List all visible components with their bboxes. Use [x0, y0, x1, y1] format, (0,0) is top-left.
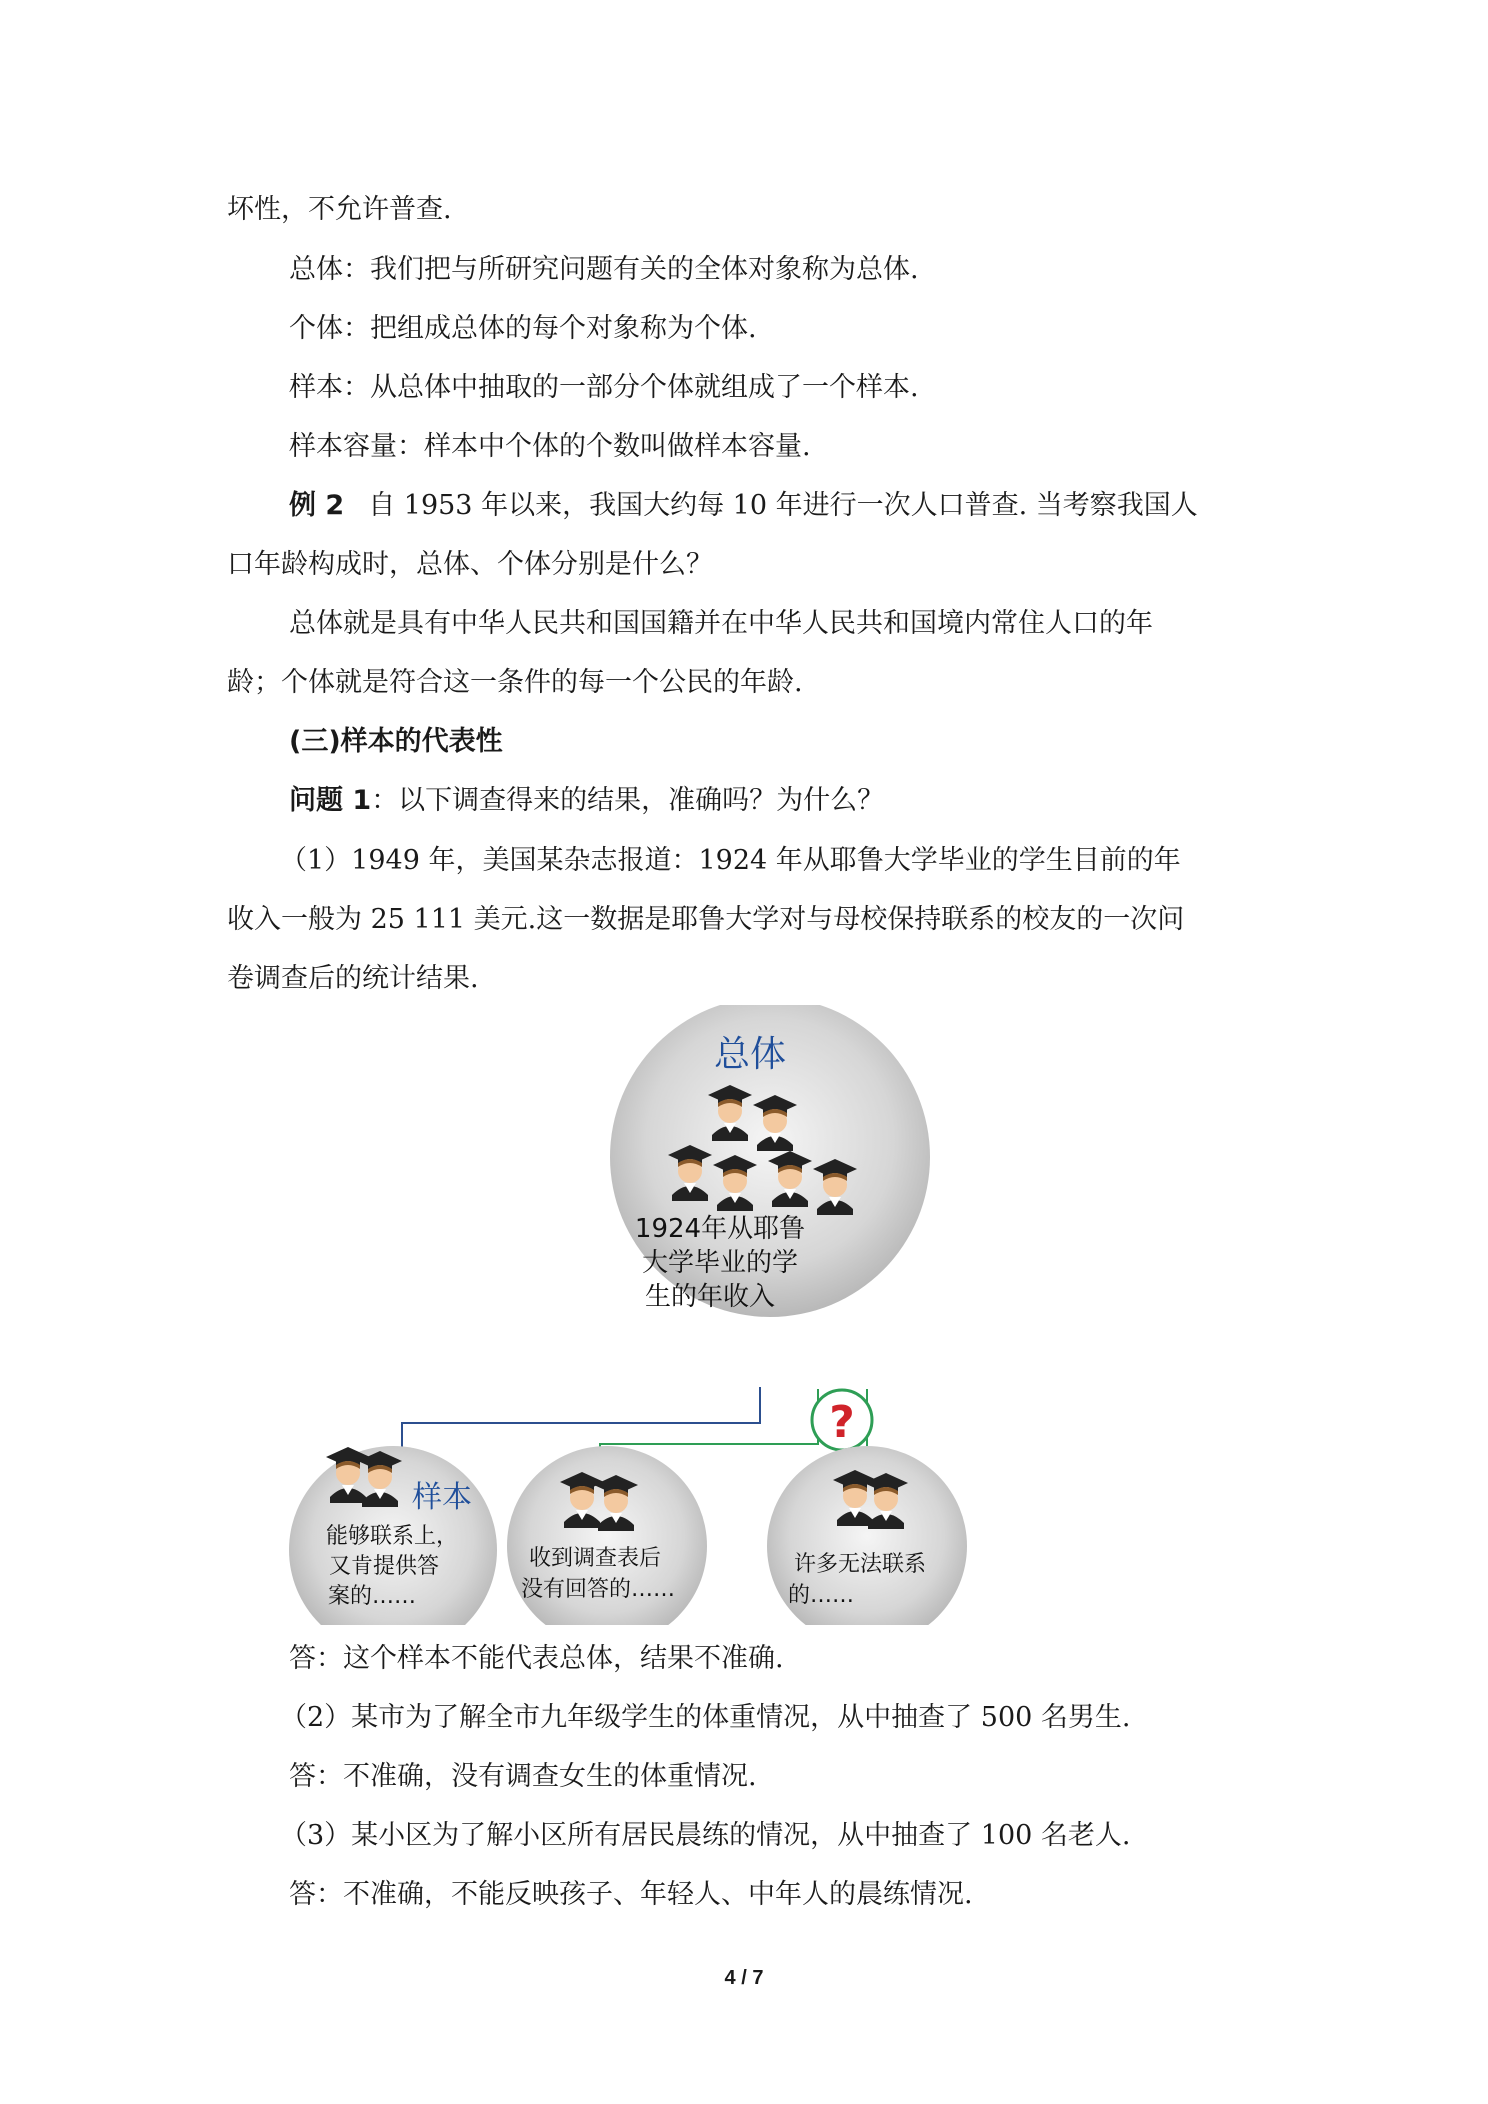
item-2: （2）某市为了解全市九年级学生的体重情况，从中抽查了 500 名男生.	[280, 1702, 1131, 1733]
definition-population: 总体：我们把与所研究问题有关的全体对象称为总体.	[289, 254, 919, 285]
paragraph-continuation: 坏性，不允许普查.	[227, 194, 452, 225]
answer-2: 答：不准确，没有调查女生的体重情况.	[289, 1761, 757, 1792]
sample-line-2: 又肯提供答	[328, 1554, 440, 1579]
sample-title: 样本	[412, 1480, 472, 1515]
example-answer-line-2: 龄；个体就是符合这一条件的每一个公民的年龄.	[227, 667, 803, 698]
sample-line-1: 能够联系上，	[325, 1524, 459, 1549]
population-title: 总体	[713, 1034, 787, 1075]
definition-sample: 样本：从总体中抽取的一部分个体就组成了一个样本.	[289, 372, 919, 403]
no-reply-circle	[507, 1446, 707, 1625]
answer-3: 答：不准确，不能反映孩子、年轻人、中年人的晨练情况.	[289, 1879, 973, 1910]
question-mark-icon: ?	[829, 1397, 855, 1448]
question-label: 问题 1	[289, 785, 372, 816]
item-3: （3）某小区为了解小区所有居民晨练的情况，从中抽查了 100 名老人.	[280, 1820, 1131, 1851]
example-answer-line-1: 总体就是具有中华人民共和国国籍并在中华人民共和国境内常住人口的年	[289, 608, 1153, 639]
population-line-2: 大学毕业的学	[641, 1248, 799, 1278]
definition-sample-size: 样本容量：样本中个体的个数叫做样本容量.	[289, 431, 811, 462]
population-line-3: 生的年收入	[644, 1282, 776, 1312]
example-label: 例 2	[289, 490, 345, 521]
item-1-line-3: 卷调查后的统计结果.	[227, 963, 479, 994]
question-text: ：以下调查得来的结果，准确吗？为什么？	[371, 785, 885, 816]
population-line-1: 1924年从耶鲁	[634, 1214, 806, 1244]
population-circle	[610, 1005, 930, 1317]
answer-1: 答：这个样本不能代表总体，结果不准确.	[289, 1643, 784, 1674]
sample-diagram	[280, 1005, 1020, 1625]
section-heading: (三)样本的代表性	[289, 726, 503, 757]
item-1-line-2: 收入一般为 25 111 美元.这一数据是耶鲁大学对与母校保持联系的校友的一次问	[227, 904, 1185, 935]
example-2-line-2: 口年龄构成时，总体、个体分别是什么？	[227, 549, 713, 580]
no-reply-line-2: 没有回答的……	[520, 1577, 676, 1602]
example-2-line-1	[289, 488, 1198, 524]
unreachable-line-1: 许多无法联系	[793, 1552, 927, 1577]
example-text: 自 1953 年以来，我国大约每 10 年进行一次人口普查. 当考察我国人	[368, 490, 1198, 521]
definition-individual: 个体：把组成总体的每个对象称为个体.	[289, 313, 757, 344]
no-reply-line-1: 收到调查表后	[528, 1546, 662, 1571]
sample-circle	[289, 1446, 497, 1625]
question-badge	[812, 1390, 872, 1450]
question-1	[289, 783, 884, 819]
unreachable-circle	[767, 1446, 967, 1625]
page-number: 4 / 7	[724, 1967, 764, 1989]
unreachable-line-2: 的……	[787, 1583, 855, 1608]
item-1-line-1: （1）1949 年，美国某杂志报道：1924 年从耶鲁大学毕业的学生目前的年	[280, 845, 1181, 876]
sample-line-3: 案的……	[327, 1584, 417, 1609]
